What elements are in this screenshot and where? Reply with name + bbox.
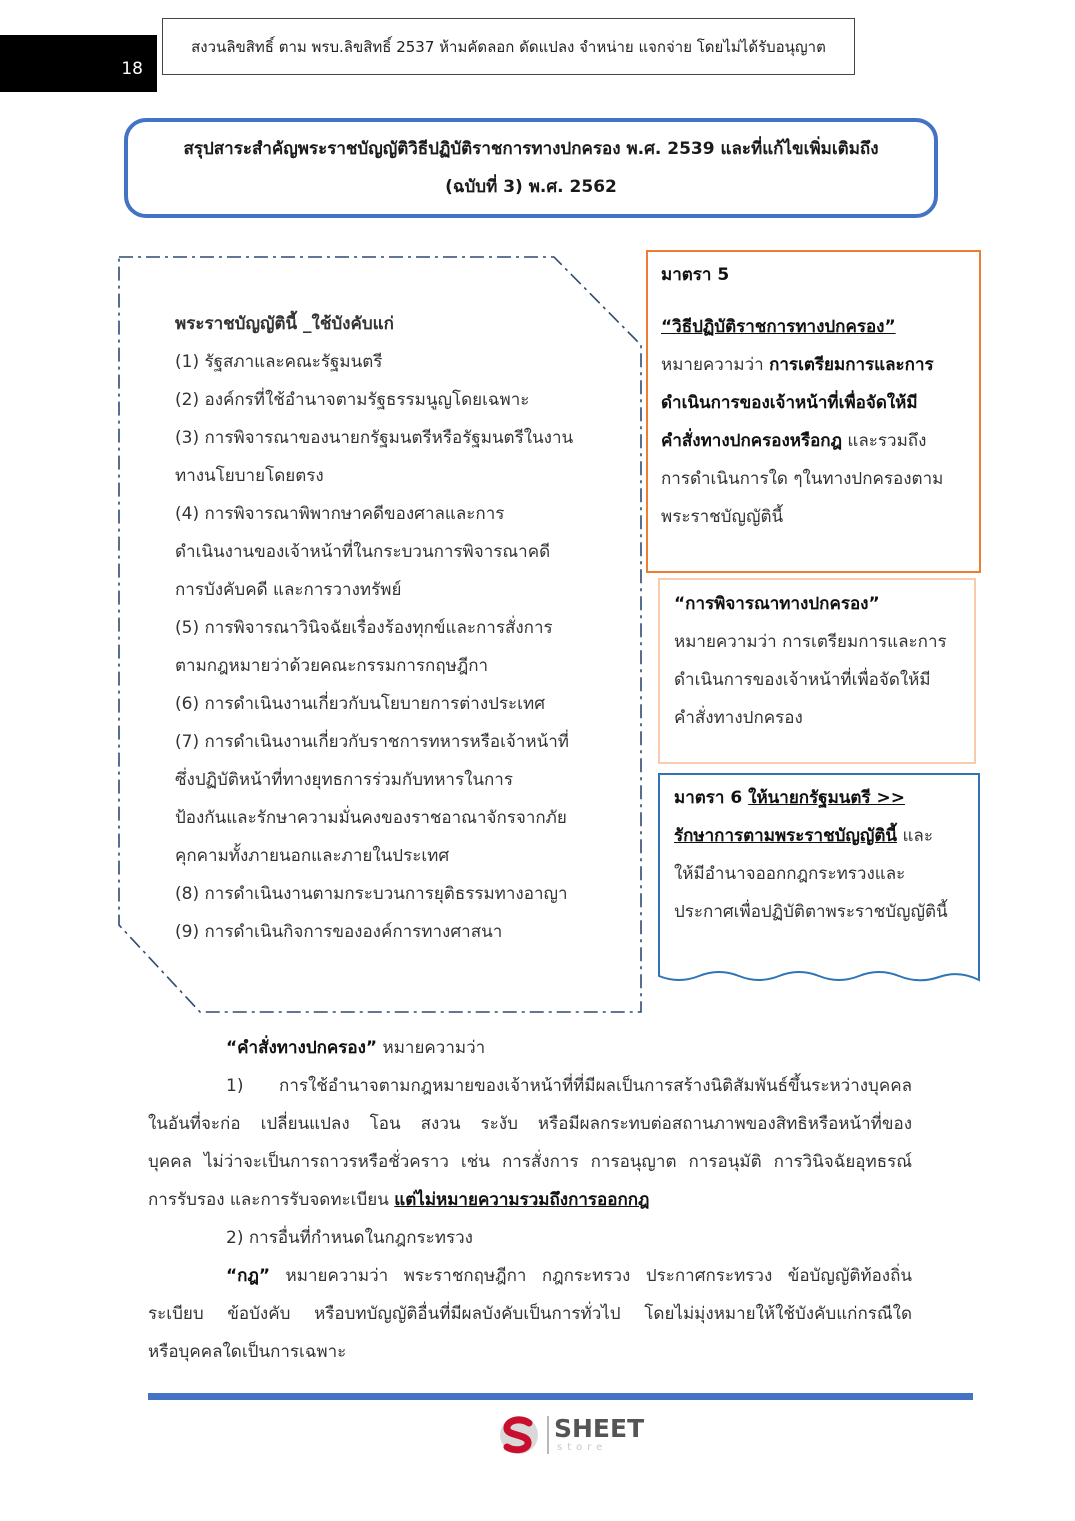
section5-text-bold: คำสั่งทางปกครองหรือกฎ — [661, 431, 842, 451]
section5-text: การดำเนินการใด ๆในทางปกครองตาม — [661, 469, 944, 489]
sheet-store-logo-icon — [497, 1414, 543, 1456]
title-line-2: (ฉบับที่ 3) พ.ศ. 2562 — [445, 177, 617, 197]
logo-divider — [547, 1416, 549, 1454]
definition-text-bold: แต่ไม่หมายความรวมถึงการออกกฎ — [394, 1190, 650, 1210]
definition-text: 1) การใช้อำนาจตามกฎหมายของเจ้าหน้าที่ที่มีผลเป็นการสร้างนิติสัมพันธ์ขึ้นระหว่างบุคคล — [226, 1076, 912, 1096]
section6-content — [674, 779, 974, 931]
scope-item: (5) การพิจารณาวินิจฉัยเรื่องร้องทุกข์และการสั่งการ — [175, 618, 553, 638]
definitions-body — [148, 1029, 912, 1371]
section5-text: พระราชบัญญัตินี้ — [661, 507, 784, 527]
document-title — [124, 118, 938, 218]
definition-text: ในอันที่จะก่อ เปลี่ยนแปลง โอน สงวน ระงับ หรือมีผลกระทบต่อสถานภาพของสิทธิหรือหน้าที่ของ — [148, 1114, 912, 1134]
definition-text: หมายความว่า พระราชกฤษฎีกา กฎกระทรวง ประกาศกระทรวง ข้อบัญญัติท้องถิ่น — [270, 1266, 912, 1286]
scope-item: ตามกฎหมายว่าด้วยคณะกรรมการกฤษฎีกา — [175, 656, 489, 676]
section5-text-bold: ดำเนินการของเจ้าหน้าที่เพื่อจัดให้มี — [661, 393, 918, 413]
title-line-1: สรุปสาระสำคัญพระราชบัญญัติวิธีปฏิบัติราชการทางปกครอง พ.ศ. 2539 และที่แก้ไขเพิ่มเติมถึง — [183, 139, 879, 159]
scope-item: ซึ่งปฏิบัติหน้าที่ทางยุทธการร่วมกับทหารในการ — [175, 770, 513, 790]
scope-item: (3) การพิจารณาของนายกรัฐมนตรีหรือรัฐมนตรีในงาน — [175, 428, 574, 448]
section5-heading: มาตรา 5 — [661, 265, 730, 285]
section6-label: มาตรา 6 — [674, 788, 749, 808]
section6-text-bold: ให้นายกรัฐมนตรี >> — [748, 788, 905, 808]
section5-text: หมายความว่า — [661, 355, 770, 375]
definition-term: “กฎ” — [226, 1266, 271, 1286]
copyright-notice — [162, 18, 855, 75]
section5-content — [661, 256, 976, 536]
definition-text: หรือบุคคลใดเป็นการเฉพาะ — [148, 1342, 347, 1362]
scope-item: (7) การดำเนินงานเกี่ยวกับราชการทหารหรือเจ้าหน้าที่ — [175, 732, 569, 752]
definition-text: 2) การอื่นที่กำหนดในกฎกระทรวง — [226, 1228, 473, 1248]
scope-item: ทางนโยบายโดยตรง — [175, 466, 324, 486]
definition-term: “คำสั่งทางปกครอง” — [226, 1038, 378, 1058]
scope-item: (8) การดำเนินงานตามกระบวนการยุติธรรมทางอาญา — [175, 884, 568, 904]
scope-item: (9) การดำเนินกิจการขององค์การทางศาสนา — [175, 922, 503, 942]
consideration-text: หมายความว่า การเตรียมการและการ — [674, 632, 947, 652]
consideration-text: ดำเนินการของเจ้าหน้าที่เพื่อจัดให้มี — [674, 670, 931, 690]
footer-rule — [148, 1393, 973, 1400]
scope-list — [175, 305, 615, 951]
section6-text: ให้มีอำนาจออกกฎกระทรวงและ — [674, 864, 906, 884]
scope-item: (1) รัฐสภาและคณะรัฐมนตรี — [175, 352, 383, 372]
section6-text-bold: รักษาการตามพระราชบัญญัตินี้ — [674, 826, 898, 846]
consideration-term: “การพิจารณาทางปกครอง” — [674, 594, 880, 614]
scope-item: (6) การดำเนินงานเกี่ยวกับนโยบายการต่างประเทศ — [175, 694, 545, 714]
scope-item: คุกคามทั้งภายนอกและภายในประเทศ — [175, 846, 450, 866]
definition-text: การรับรอง และการรับจดทะเบียน — [148, 1190, 395, 1210]
consideration-text: คำสั่งทางปกครอง — [674, 708, 803, 728]
section5-term: “วิธีปฏิบัติราชการทางปกครอง” — [661, 317, 896, 337]
scope-item: การบังคับคดี และการวางทรัพย์ — [175, 580, 402, 600]
section6-text: และ — [897, 826, 933, 846]
consideration-content — [674, 585, 974, 737]
page-number-tab — [0, 35, 157, 92]
scope-heading: พระราชบัญญัตินี้ _ใช้บังคับแก่ — [175, 314, 394, 334]
section6-text: ประกาศเพื่อปฏิบัติตาพระราชบัญญัตินี้ — [674, 902, 948, 922]
logo-subtext: store — [557, 1442, 608, 1453]
section5-text-bold: การเตรียมการและการ — [769, 355, 934, 375]
logo-wordmark: SHEET — [554, 1414, 645, 1443]
section5-text: และรวมถึง — [842, 431, 927, 451]
scope-item: (4) การพิจารณาพิพากษาคดีของศาลและการ — [175, 504, 505, 524]
copyright-text: สงวนลิขสิทธิ์ ตาม พรบ.ลิขสิทธิ์ 2537 ห้ามคัดลอก ดัดแปลง จำหน่าย แจกจ่าย โดยไม่ได้รับอนุญาต — [191, 37, 826, 56]
scope-item: ป้องกันและรักษาความมั่นคงของราชอาณาจักรจากภัย — [175, 808, 567, 828]
scope-item: (2) องค์กรที่ใช้อำนาจตามรัฐธรรมนูญโดยเฉพาะ — [175, 390, 530, 410]
definition-text: ระเบียบ ข้อบังคับ หรือบทบัญญัติอื่นที่มีผลบังคับเป็นการทั่วไป โดยไม่มุ่งหมายให้ใช้บังคับแก่กรณีใด — [148, 1304, 912, 1324]
definition-text: หมายความว่า — [377, 1038, 486, 1058]
scope-item: ดำเนินงานของเจ้าหน้าที่ในกระบวนการพิจารณาคดี — [175, 542, 551, 562]
page-number: 18 — [121, 59, 143, 79]
definition-text: บุคคล ไม่ว่าจะเป็นการถาวรหรือชั่วคราว เช่น การสั่งการ การอนุญาต การอนุมัติ การวินิจฉัยอุทธรณ์ — [148, 1152, 912, 1172]
